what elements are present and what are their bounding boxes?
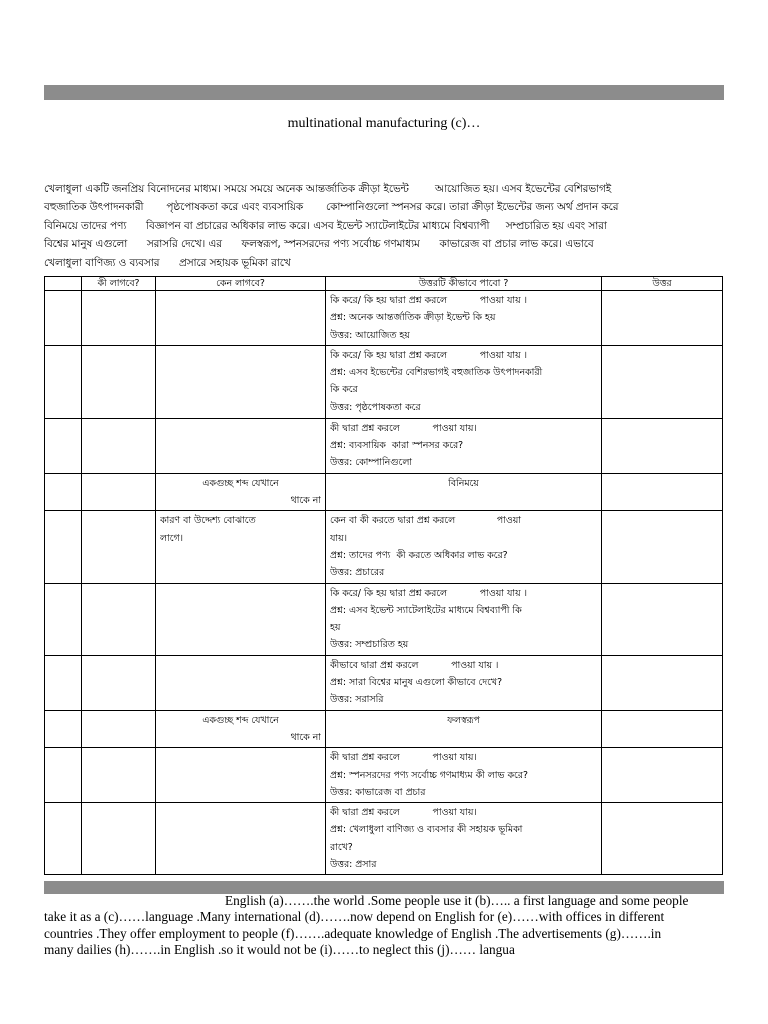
index-cell [45,418,82,473]
how-line: কী দ্বারা প্রশ্ন করলে পাওয়া যায়। [330,752,477,764]
how-line: প্রশ্ন: অনেক আন্তর্জাতিক ক্রীড়া ইভেন্ট কি হয় [330,312,496,324]
header-cell-how: উত্তরটি কীভাবে পাবো ? [326,277,602,291]
how-line: উত্তর: পৃষ্ঠপোষকতা করে [330,401,421,413]
answer-cell[interactable] [602,655,723,710]
what-cell [82,748,156,803]
cloze-line: countries .They offer employment to people (f)…….adequate knowledge of English .The advertisements (g)…….in [44,925,662,941]
how-line: প্রশ্ন: এসব ইভেন্টের বেশিরভাগই বহুজাতিক উৎপাদনকারী [330,367,543,379]
page-title: multinational manufacturing (c)… [287,116,481,131]
header-cell-what: কী লাগবে? [82,277,156,291]
table-row [45,511,723,583]
why-cell [156,345,326,418]
how-line: কি করে/ কি হয় দ্বারা প্রশ্ন করলে পাওয়া যায় । [330,295,527,306]
what-cell [82,345,156,418]
what-cell [82,710,156,748]
intro-line: খেলাধুলা বাণিজ্য ও ব্যবসার প্রসারে সহায়ক ভূমিকা রাখে [44,256,291,269]
how-line: বিনিময়ে [448,477,479,489]
answer-cell[interactable] [602,710,723,748]
why-cell [156,583,326,655]
table-row [45,655,723,710]
header-cell-answer: উত্তর [602,277,723,291]
how-line: উত্তর: সরাসরি [330,694,384,706]
table-row [45,418,723,473]
how-line: কী দ্বারা প্রশ্ন করলে পাওয়া যায়। [330,807,477,819]
how-line: প্রশ্ন: এসব ইভেন্ট স্যাটেলাইটের মাধ্যমে বিশ্বব্যাপী কি [330,604,522,616]
how-line: প্রশ্ন: তাদের পণ্য কী করতে অধিকার লাভ করে? [330,549,508,561]
why-line: থাকে না [290,495,321,507]
how-cell [326,418,602,473]
index-cell [45,291,82,346]
how-line: প্রশ্ন: ব্যবসায়িক কারা স্পনসর করে? [330,440,464,452]
what-cell [82,803,156,875]
table-row [45,583,723,655]
table-header-row [45,277,723,291]
how-line: প্রশ্ন: স্পনসরদের পণ্য সর্বোচ্চ গণমাধ্যম কী লাভ করে? [330,769,528,781]
intro-line: খেলাধুলা একটি জনপ্রিয় বিনোদনের মাধ্যম। সময়ে সময়ে অনেক আন্তর্জাতিক ক্রীড়া ইভেন্ট আয়োজিত হয়। এসব ইভেন্টের বেশিরভাগই [44,183,612,195]
index-cell [45,803,82,875]
why-line: লাগে। [160,532,183,544]
answer-cell[interactable] [602,418,723,473]
index-cell [45,511,82,583]
why-cell [156,710,326,748]
what-cell [82,655,156,710]
intro-line: বিনিময়ে তাদের পণ্য বিজ্ঞাপন বা প্রচারের অধিকার লাভ করে। এসব ইভেন্ট স্যাটেলাইটের মাধ্যমে বিশ্বব্যাপী সম্প্রচারিত হয় এবং সারা [44,219,607,232]
how-line: হয় [330,622,341,634]
cloze-line: many dailies (h)…….in English .so it would not be (i)……to neglect this (j)…… langua [44,941,515,957]
how-line: প্রশ্ন: সারা বিশ্বের মানুষ এগুলো কীভাবে দেখে? [330,677,503,689]
how-cell [326,473,602,511]
what-cell [82,291,156,346]
header-cell-why: কেন লাগবে? [156,277,326,291]
how-cell [326,748,602,803]
how-cell [326,655,602,710]
cloze-line: English (a)…….the world .Some people use it (b)….. a first language and some people [225,893,689,908]
how-line: কি করে [330,384,358,396]
how-line: কি করে/ কি হয় দ্বারা প্রশ্ন করলে পাওয়া যায় । [330,349,527,361]
how-cell [326,803,602,875]
how-line: উত্তর: আয়োজিত হয় [330,329,410,341]
how-line: ফলস্বরূপ [447,714,480,726]
how-cell [326,710,602,748]
why-cell [156,473,326,511]
table-row [45,710,723,748]
answer-cell[interactable] [602,345,723,418]
index-cell [45,473,82,511]
intro-paragraph [44,180,724,272]
cloze-paragraph [44,893,724,958]
intro-line: বিশ্বের মানুষ এগুলো সরাসরি দেখে। এর ফলস্বরূপ, স্পনসরদের পণ্য সর্বোচ্চ গণমাধ্যম কাভারেজ বা প্রচার লাভ করে। এভাবে [44,238,594,251]
how-cell [326,345,602,418]
why-line: কারণ বা উদ্দেশ্য বোঝাতে [160,515,256,527]
why-cell [156,655,326,710]
how-line: উত্তর: কোম্পানিগুলো [330,457,413,469]
how-line: প্রশ্ন: খেলাধুলা বাণিজ্য ও ব্যবসার কী সহায়ক ভূমিকা [330,824,523,836]
how-line: কেন বা কী করতে দ্বারা প্রশ্ন করলে পাওয়া [330,515,522,527]
answer-cell[interactable] [602,473,723,511]
how-cell [326,511,602,583]
how-line: উত্তর: প্রচারের [330,567,385,579]
how-line: কি করে/ কি হয় দ্বারা প্রশ্ন করলে পাওয়া যায় । [330,587,527,599]
top-divider-bar [44,85,724,100]
index-cell [45,655,82,710]
why-cell [156,418,326,473]
how-line: উত্তর: সম্প্রচারিত হয় [330,639,409,651]
why-line: একগুচ্ছ শব্দ যেখানে [202,714,279,726]
what-cell [82,473,156,511]
how-line: উত্তর: কাভারেজ বা প্রচার [330,786,426,798]
how-line: উত্তর: প্রসার [330,859,377,871]
why-cell [156,291,326,346]
index-cell [45,748,82,803]
index-cell [45,583,82,655]
answer-cell[interactable] [602,803,723,875]
why-cell [156,511,326,583]
intro-line: বহুজাতিক উৎপাদনকারী পৃষ্ঠপোষকতা করে এবং ব্যবসায়িক কোম্পানিগুলো স্পনসর করে। তারা ক্রীড়া ইভেন্টের জন্য অর্থ প্রদান করে [44,201,619,214]
what-cell [82,418,156,473]
answer-cell[interactable] [602,748,723,803]
how-line: রাখে? [330,841,353,853]
answer-cell[interactable] [602,511,723,583]
table-row [45,748,723,803]
index-cell [45,710,82,748]
answer-cell[interactable] [602,291,723,346]
why-line: একগুচ্ছ শব্দ যেখানে [202,477,279,489]
header-cell-index [45,277,82,291]
how-line: কী দ্বারা প্রশ্ন করলে পাওয়া যায়। [330,422,477,434]
why-cell [156,803,326,875]
table-row [45,345,723,418]
answer-cell[interactable] [602,583,723,655]
how-cell [326,583,602,655]
table-row [45,803,723,875]
cloze-line: take it as a (c)……language .Many international (d)…….now depend on English for (e)……with offices in different [44,909,665,925]
table-row [45,473,723,511]
what-cell [82,511,156,583]
table-row [45,291,723,346]
why-line: থাকে না [290,731,321,743]
why-cell [156,748,326,803]
what-cell [82,583,156,655]
how-line: যায়। [330,532,347,544]
index-cell [45,345,82,418]
how-cell [326,291,602,346]
analysis-table [44,276,723,875]
how-line: কীভাবে দ্বারা প্রশ্ন করলে পাওয়া যায় । [330,659,499,671]
